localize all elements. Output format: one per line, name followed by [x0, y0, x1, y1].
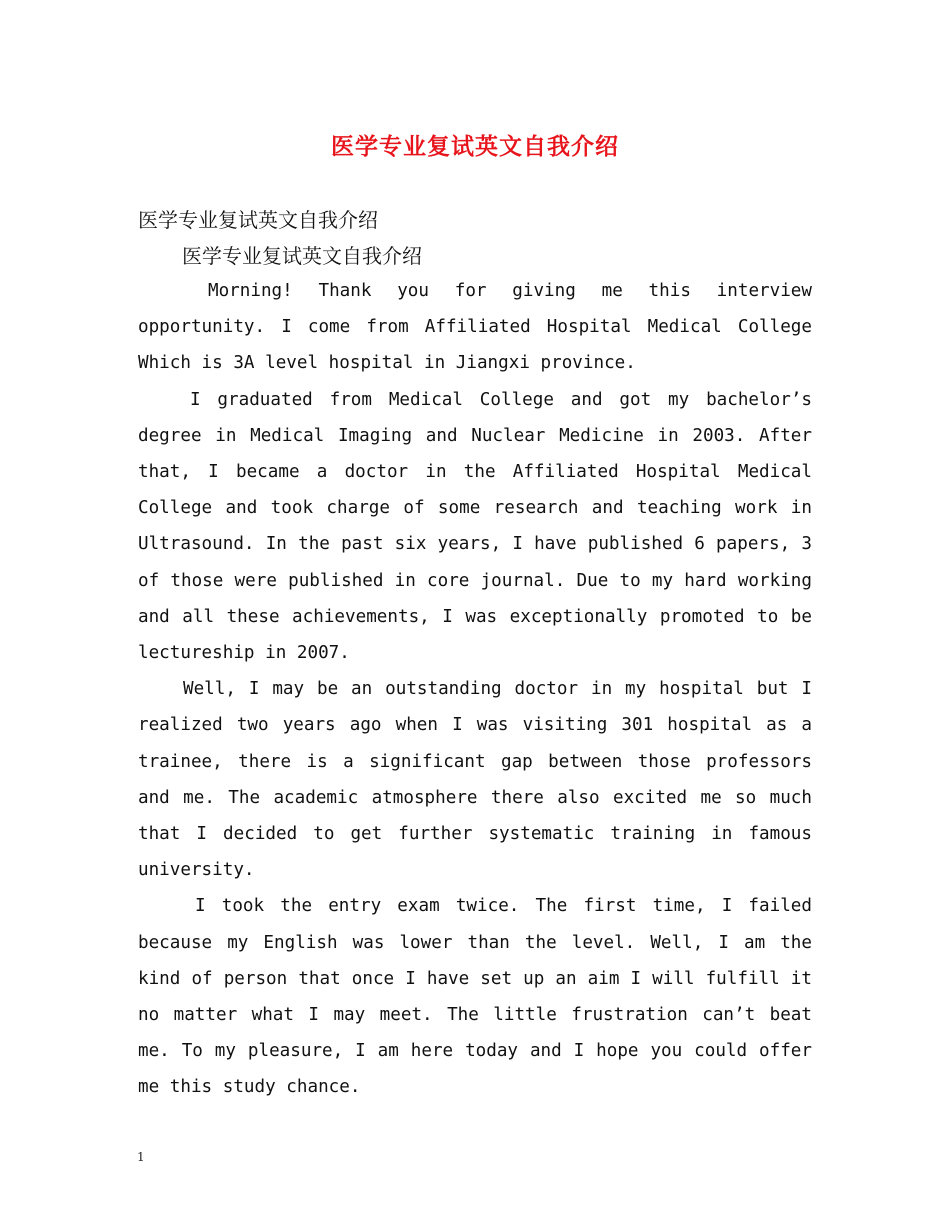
page-number: 1 — [137, 1150, 145, 1164]
paragraph-intro: Morning! Thank you for giving me this interview opportunity. I come from Affiliated Hospital Medical College Which is 3A level hospital in Jiangxi province. — [138, 281, 812, 374]
section-heading: 医学专业复试英文自我介绍 — [138, 208, 378, 232]
paragraph-exam: I took the entry exam twice. The first time, I failed because my English was lower than the level. Well, I am the kind of person that once I have set up an aim I will fulfill it no matter what I may meet. The little frustration can’t beat me. To my pleasure, I am here today and I hope you could offer me this study chance. — [138, 896, 812, 1098]
document-title: 医学专业复试英文自我介绍 — [331, 133, 619, 160]
body-text — [138, 273, 812, 1106]
paragraph-education: I graduated from Medical College and got my bachelor’s degree in Medical Imaging and Nuclear Medicine in 2003. After that, I became a doctor in the Affiliated Hospital Medical College and took charge of some research and teaching work in Ultrasound. In the past six years, I have published 6 papers, 3 of those were published in core journal. Due to my hard working and all these achievements, I was exceptionally promoted to be lectureship in 2007. — [138, 389, 812, 664]
paragraph-motivation: Well, I may be an outstanding doctor in my hospital but I realized two years ago when I was visiting 301 hospital as a trainee, there is a significant gap between those professors and me. The academic atmosphere there also excited me so much that I decided to get further systematic training in famous university. — [138, 679, 812, 881]
subsection-heading: 医学专业复试英文自我介绍 — [182, 244, 422, 268]
